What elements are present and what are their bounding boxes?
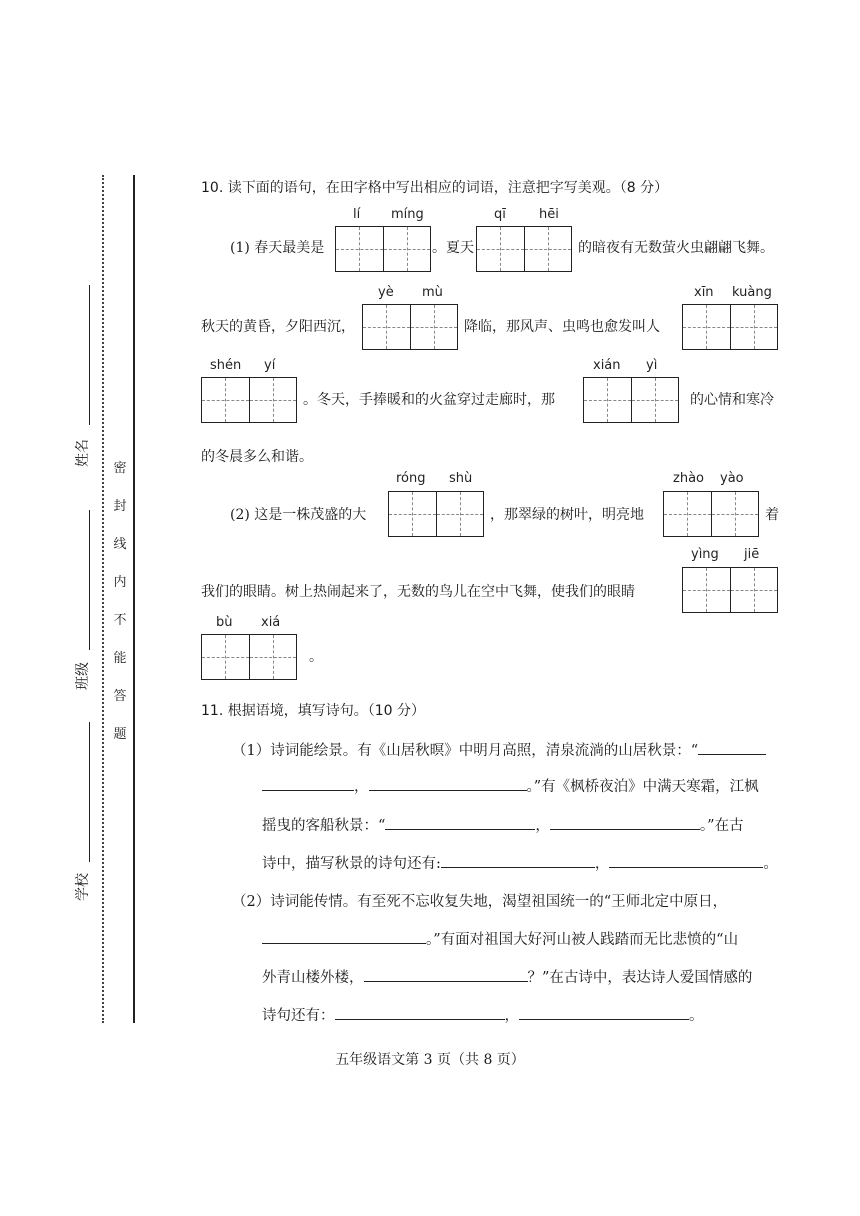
q11-text: 诗中，描写秋景的诗句还有: [262, 856, 441, 872]
question-10-title: 10. 读下面的语句，在田字格中写出相应的词语，注意把字写美观。（8 分） [201, 180, 669, 196]
page-footer: 五年级语文第 3 页（共 8 页） [335, 1052, 525, 1068]
pinyin: zhào [673, 471, 704, 486]
q11-line [262, 1005, 704, 1027]
seal-char: 答 [113, 689, 127, 704]
pinyin: yào [720, 471, 744, 486]
q10-text: 的暗夜有无数萤火虫翩翩飞舞。 [578, 240, 774, 256]
class-blank[interactable] [89, 510, 90, 650]
pinyin: xián [593, 358, 621, 373]
q11-line [232, 891, 727, 913]
q11-text: 。 [763, 856, 778, 872]
q11-line [262, 776, 759, 798]
q11-line [262, 967, 752, 989]
q11-text: 诗句还有： [262, 1008, 335, 1024]
q11-text: 。”在古 [699, 818, 744, 834]
q11-text: （2）诗词能传情。有至死不忘收复失地，渴望祖国统一的“王师北定中原日， [232, 894, 728, 910]
seal-char: 内 [113, 575, 127, 590]
tianzi-grid-buxia[interactable] [201, 634, 297, 680]
answer-blank[interactable] [364, 967, 528, 982]
q11-line [262, 853, 778, 875]
answer-blank[interactable] [550, 815, 700, 830]
seal-char: 题 [113, 727, 127, 742]
q11-line [262, 929, 738, 951]
q11-text: ？”在古诗中，表达诗人爱国情感的 [527, 970, 753, 986]
q10-text: ，那翠绿的树叶，明亮地 [490, 507, 644, 523]
q11-line [262, 815, 744, 837]
pinyin: kuàng [732, 285, 772, 300]
pinyin: bù [216, 615, 233, 630]
pinyin: shén [210, 358, 242, 373]
answer-blank[interactable] [519, 1005, 689, 1020]
answer-blank[interactable] [385, 815, 535, 830]
q10-text: 。冬天，手捧暖和的火盆穿过走廊时，那 [303, 392, 555, 408]
q11-text: ， [535, 818, 550, 834]
answer-blank[interactable] [262, 929, 426, 944]
seal-char: 封 [113, 499, 127, 514]
name-label: 姓名 [75, 439, 91, 467]
answer-blank[interactable] [262, 776, 354, 791]
q10-text: (2) 这是一株茂盛的大 [230, 507, 367, 523]
pinyin: míng [391, 207, 424, 222]
q10-text: 降临，那风声、虫鸣也愈发叫人 [464, 319, 660, 335]
tianzi-grid-yemu[interactable] [362, 304, 458, 350]
q10-text: 我们的眼睛。树上热闹起来了，无数的鸟儿在空中飞舞，使我们的眼睛 [201, 584, 635, 600]
q10-text: 。夏天 [432, 240, 474, 256]
class-label: 班级 [75, 662, 91, 690]
q11-text: 。 [689, 1008, 704, 1024]
school-label: 学校 [75, 873, 91, 901]
pinyin: hēi [539, 207, 559, 222]
q11-line [232, 740, 766, 762]
q10-text: (1) 春天最美是 [230, 240, 325, 256]
pinyin: yìng [691, 547, 719, 562]
dotted-binding-line [102, 175, 104, 1023]
q11-text: （1）诗词能绘景。有《山居秋暝》中明月高照，清泉流淌的山居秋景：“ [232, 743, 699, 759]
tianzi-grid-shenyi[interactable] [201, 377, 297, 423]
tianzi-grid-rongshu[interactable] [388, 491, 484, 537]
q11-text: ， [594, 856, 610, 872]
answer-blank[interactable] [369, 776, 527, 791]
q10-text: 的心情和寒冷 [690, 392, 774, 408]
solid-seal-line [133, 175, 135, 1023]
pinyin: xīn [694, 285, 714, 300]
seal-char: 能 [113, 651, 127, 666]
q10-text: 着 [765, 507, 779, 523]
pinyin: yì [646, 358, 658, 373]
q11-text: 。”有《枫桥夜泊》中满天寒霜，江枫 [526, 779, 759, 795]
name-blank[interactable] [89, 285, 90, 425]
pinyin: jiē [744, 547, 760, 562]
tianzi-grid-zhaoyao[interactable] [663, 491, 759, 537]
q10-text: 。 [309, 649, 323, 665]
pinyin: lí [353, 207, 361, 222]
seal-char: 密 [113, 461, 127, 476]
school-blank[interactable] [89, 722, 90, 862]
answer-blank[interactable] [441, 853, 595, 868]
pinyin: xiá [261, 615, 281, 630]
pinyin: yí [264, 358, 276, 373]
q11-text: ， [504, 1008, 519, 1024]
q11-text: ， [354, 779, 369, 795]
answer-blank[interactable] [698, 740, 766, 755]
q11-text: 外青山楼外楼， [262, 970, 364, 986]
pinyin: mù [422, 285, 443, 300]
answer-blank[interactable] [335, 1005, 505, 1020]
seal-char: 线 [113, 537, 127, 552]
q10-text: 秋天的黄昏，夕阳西沉， [201, 319, 355, 335]
tianzi-grid-xianyi[interactable] [583, 377, 679, 423]
q11-text: 摇曳的客船秋景：“ [262, 818, 386, 834]
question-11-title: 11. 根据语境，填写诗句。（10 分） [201, 703, 425, 719]
seal-char: 不 [113, 613, 127, 628]
tianzi-grid-xinkuang[interactable] [682, 304, 778, 350]
pinyin: róng [396, 471, 426, 486]
pinyin: shù [449, 471, 473, 486]
q10-text: 的冬晨多么和谐。 [201, 449, 313, 465]
answer-blank[interactable] [609, 853, 763, 868]
tianzi-grid-qihei[interactable] [476, 226, 572, 272]
pinyin: qī [494, 207, 506, 222]
tianzi-grid-yingjie[interactable] [682, 567, 778, 613]
pinyin: yè [378, 285, 394, 300]
tianzi-grid-liming[interactable] [335, 226, 431, 272]
q11-text: 。”有面对祖国大好河山被人践踏而无比悲愤的“山 [426, 932, 739, 948]
